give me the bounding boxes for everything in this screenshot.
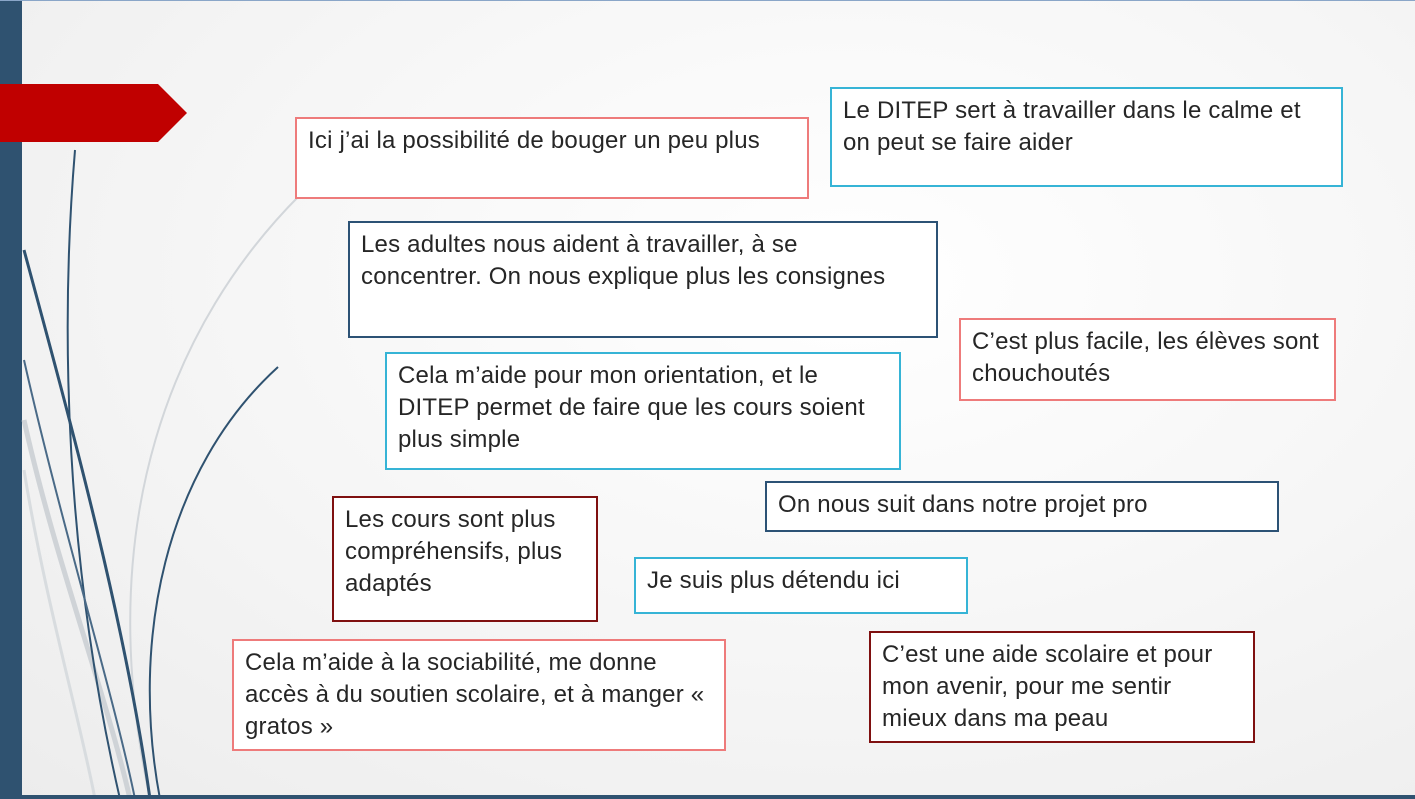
quote-box-move: Ici j’ai la possibilité de bouger un peu plus xyxy=(295,117,809,199)
quote-box-sociability: Cela m’aide à la sociabilité, me donne accès à du soutien scolaire, et à manger « gratos » xyxy=(232,639,726,751)
quote-box-easier: C’est plus facile, les élèves sont chouchoutés xyxy=(959,318,1336,401)
quote-box-calm: Le DITEP sert à travailler dans le calme et on peut se faire aider xyxy=(830,87,1343,187)
quote-box-orientation: Cela m’aide pour mon orientation, et le DITEP permet de faire que les cours soient plus simple xyxy=(385,352,901,470)
quote-box-future: C’est une aide scolaire et pour mon avenir, pour me sentir mieux dans ma peau xyxy=(869,631,1255,743)
quote-box-adults-help: Les adultes nous aident à travailler, à se concentrer. On nous explique plus les consignes xyxy=(348,221,938,338)
quote-box-relaxed: Je suis plus détendu ici xyxy=(634,557,968,614)
bottom-border xyxy=(0,795,1415,799)
red-arrow-shape xyxy=(0,84,190,144)
top-border xyxy=(0,0,1415,1)
quote-box-courses: Les cours sont plus compréhensifs, plus adaptés xyxy=(332,496,598,622)
quote-box-project: On nous suit dans notre projet pro xyxy=(765,481,1279,532)
